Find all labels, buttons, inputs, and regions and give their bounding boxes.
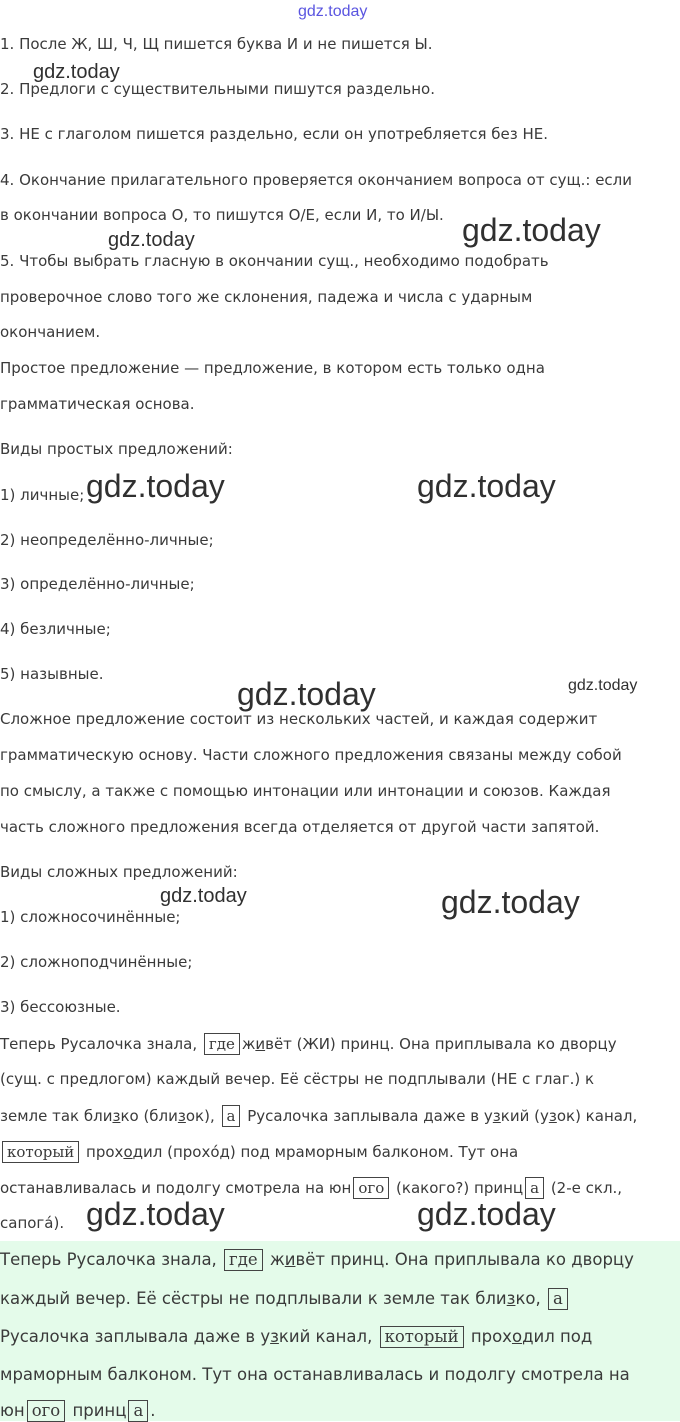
rule-line: в окончании вопроса О, то пишутся О/Е, если И, то И/Ы. <box>0 206 444 224</box>
rule-line: окончанием. <box>0 323 101 341</box>
answer-box: ого <box>353 1177 389 1199</box>
list-item: 4) безличные; <box>0 620 111 638</box>
complex-definition: часть сложного предложения всегда отделяется от другой части запятой. <box>0 818 600 836</box>
exercise-line: земле так близко (близок), а Русалочка заплывала даже в узкий (узок) канал, <box>0 1107 638 1125</box>
exercise-line: останавливалась и подолгу смотрела на юн ого (какого?) принц а (2-е скл., <box>0 1179 623 1197</box>
list-item: 1) сложносочинённые; <box>0 908 181 926</box>
watermark: gdz.today <box>33 61 120 83</box>
watermark: gdz.today <box>568 677 638 694</box>
simple-definition: грамматическая основа. <box>0 395 195 413</box>
watermark: gdz.today <box>160 885 247 907</box>
answer-box: где <box>204 1033 240 1055</box>
watermark: gdz.today <box>417 468 556 504</box>
answer-box: а <box>525 1177 544 1199</box>
rule-line: 1. После Ж, Ш, Ч, Щ пишется буква И и не пишется Ы. <box>0 35 433 53</box>
answer-line: мраморным балконом. Тут она останавливалась и подолгу смотрела на <box>0 1365 630 1384</box>
answer-box: который <box>2 1141 79 1163</box>
answer-box: а <box>548 1288 568 1310</box>
rule-line: проверочное слово того же склонения, падежа и числа с ударным <box>0 288 533 306</box>
answer-box: а <box>222 1105 241 1127</box>
simple-heading: Виды простых предложений: <box>0 440 233 458</box>
list-item: 5) назывные. <box>0 665 104 683</box>
complex-definition: Сложное предложение состоит из нескольких частей, и каждая содержит <box>0 710 598 728</box>
list-item: 2) неопределённо-личные; <box>0 531 214 549</box>
rule-line: 2. Предлоги с существительными пишутся раздельно. <box>0 80 435 98</box>
list-item: 1) личные; <box>0 486 85 504</box>
answer-line: Теперь Русалочка знала, где живёт принц. Она приплывала ко дворцу <box>0 1250 634 1269</box>
watermark: gdz.today <box>86 468 225 504</box>
answer-box: ого <box>27 1400 66 1422</box>
answer-line: Русалочка заплывала даже в узкий канал, который проходил под <box>0 1327 593 1346</box>
watermark: gdz.today <box>237 676 376 712</box>
watermark-top: gdz.today <box>298 3 368 20</box>
watermark: gdz.today <box>86 1196 225 1232</box>
list-item: 2) сложноподчинённые; <box>0 953 193 971</box>
answer-box: который <box>380 1326 464 1348</box>
exercise-line: сапога́). <box>0 1214 65 1232</box>
watermark: gdz.today <box>441 884 580 920</box>
answer-line: юн ого принц а . <box>0 1401 156 1420</box>
exercise-line: который проходил (прохо́д) под мраморным балконом. Тут она <box>0 1141 518 1163</box>
list-item: 3) бессоюзные. <box>0 998 121 1016</box>
exercise-line: Теперь Русалочка знала, где живёт (ЖИ) принц. Она приплывала ко дворцу <box>0 1035 617 1053</box>
watermark: gdz.today <box>108 229 195 251</box>
complex-heading: Виды сложных предложений: <box>0 863 238 881</box>
answer-line: каждый вечер. Её сёстры не подплывали к земле так близко, а <box>0 1288 570 1310</box>
complex-definition: грамматическую основу. Части сложного предложения связаны между собой <box>0 746 622 764</box>
simple-definition: Простое предложение — предложение, в котором есть только одна <box>0 359 545 377</box>
complex-definition: по смыслу, а также с помощью интонации или интонации и союзов. Каждая <box>0 782 611 800</box>
rule-line: 4. Окончание прилагательного проверяется окончанием вопроса от сущ.: если <box>0 171 633 189</box>
answer-box: а <box>128 1400 148 1422</box>
rule-line: 3. НЕ с глаголом пишется раздельно, если он употребляется без НЕ. <box>0 125 549 143</box>
exercise-line: (сущ. с предлогом) каждый вечер. Её сёстры не подплывали (НЕ с глаг.) к <box>0 1070 595 1088</box>
watermark: gdz.today <box>462 212 601 248</box>
watermark: gdz.today <box>417 1196 556 1232</box>
answer-box: где <box>224 1249 263 1271</box>
rule-line: 5. Чтобы выбрать гласную в окончании сущ., необходимо подобрать <box>0 252 549 270</box>
list-item: 3) определённо-личные; <box>0 575 195 593</box>
